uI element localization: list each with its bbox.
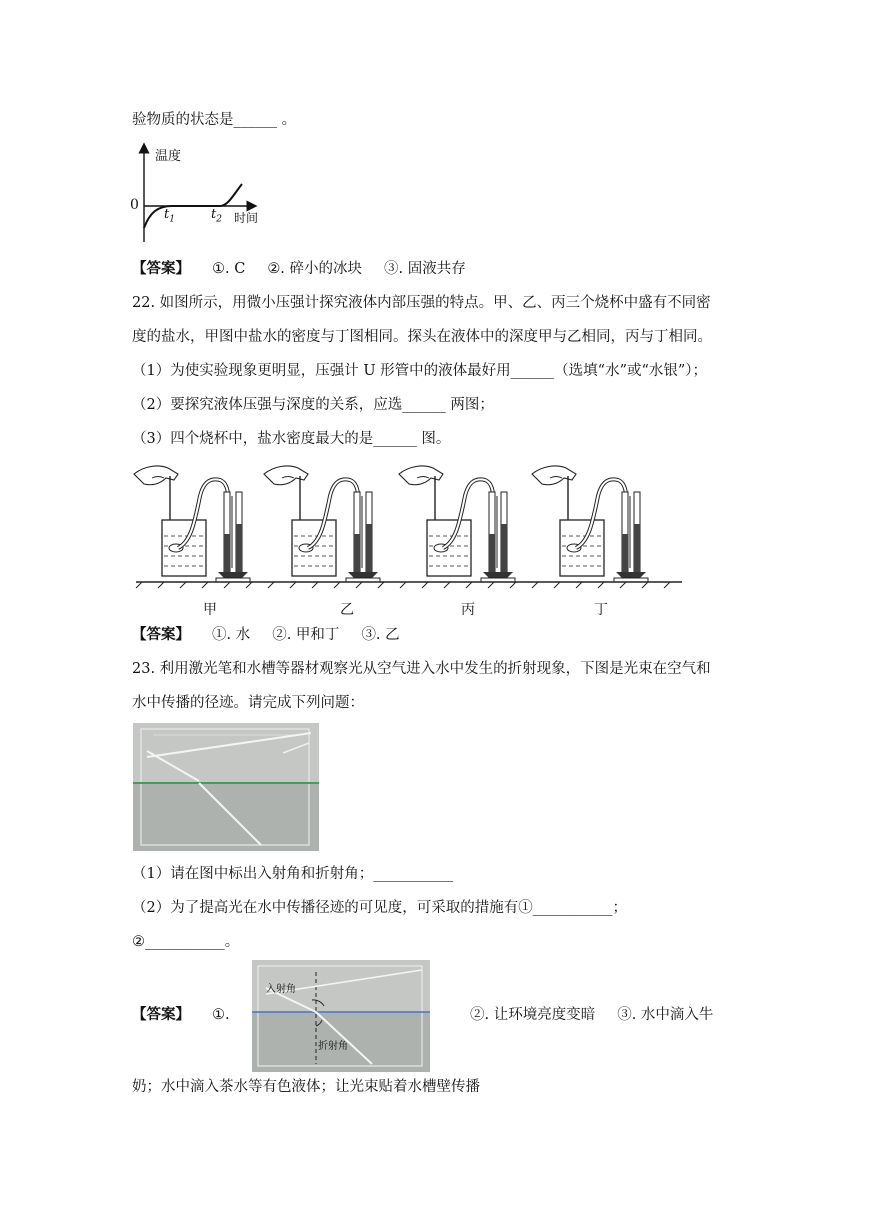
question-23-part2: （2）为了提高光在水中传播径迹的可见度，可采取的措施有①___________； [132, 900, 627, 916]
question-23-part1: （1）请在图中标出入射角和折射角；___________ [132, 866, 453, 882]
beaker-label-jia: 甲 [203, 602, 217, 618]
question-23-line1: 23. 利用激光笔和水槽等器材观察光从空气进入水中发生的折射现象，下图是光束在空气和 [132, 661, 711, 677]
beaker-setup [134, 466, 250, 582]
answer-label: 【答案】 [132, 1007, 190, 1023]
incidence-angle-label: 入射角 [266, 984, 296, 995]
beaker-label-yi: 乙 [340, 602, 354, 618]
answer-23-cont: 奶；水中滴入茶水等有色液体；让光束贴着水槽壁传播 [132, 1079, 480, 1095]
question-22-part3: （3）四个烧杯中，盐水密度最大的是______ 图。 [132, 431, 451, 447]
graph-xlabel: 时间 [234, 211, 259, 225]
temperature-time-graph [128, 142, 268, 250]
graph-t1: $t_1$ [164, 207, 175, 225]
answer-21: 【答案】 ①. C ②. 碎小的冰块 ③. 固液共存 [132, 261, 466, 277]
beaker-label-ding: 丁 [594, 602, 608, 618]
answer-23: 【答案】 ①. [132, 1007, 230, 1023]
question-21-tail: 验物质的状态是______ 。 [132, 112, 297, 128]
refraction-angle-label: 折射角 [318, 1041, 348, 1052]
question-23-part2-cont: ②___________。 [132, 934, 240, 950]
pressure-gauge-figure [130, 456, 686, 596]
answer-23-part2: ②. 让环境亮度变暗 ③. 水中滴入牛 [470, 1007, 714, 1023]
answer-label: 【答案】 [132, 261, 190, 277]
question-22-part2: （2）要探究液体压强与深度的关系，应选______ 两图； [132, 397, 494, 413]
question-22-part1: （1）为使实验现象更明显，压强计 U 形管中的液体最好用______（选填“水”或“水银”）； [132, 363, 708, 379]
question-22-line1: 22. 如图所示，用微小压强计探究液体内部压强的特点。甲、乙、丙三个烧杯中盛有不同密 [132, 295, 711, 311]
graph-ylabel: 温度 [155, 149, 182, 164]
question-23-line2: 水中传播的径迹。请完成下列问题： [132, 695, 364, 711]
answer-tank-photo [252, 960, 430, 1072]
answer-22: 【答案】 ①. 水 ②. 甲和丁 ③. 乙 [132, 627, 400, 643]
answer-label: 【答案】 [132, 627, 190, 643]
water-tank-photo [133, 723, 319, 851]
beaker-label-bing: 丙 [461, 602, 475, 618]
graph-origin: 0 [130, 197, 139, 213]
question-22-line2: 度的盐水，甲图中盐水的密度与丁图相同。探头在液体中的深度甲与乙相同，丙与丁相同。 [132, 329, 712, 345]
graph-t2: $t_2$ [211, 207, 222, 225]
